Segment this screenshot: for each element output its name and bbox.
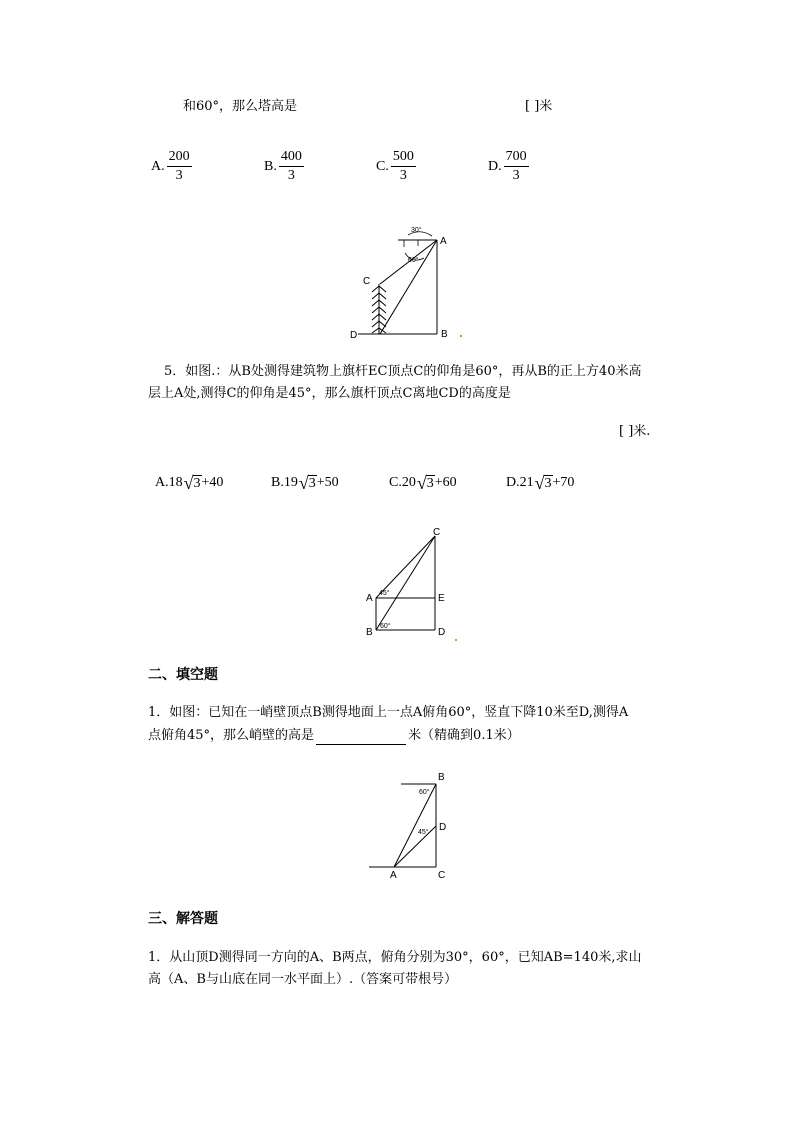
point-label-a: A xyxy=(366,593,373,604)
angle-label-30: 30° xyxy=(411,227,422,234)
fraction-denominator: 3 xyxy=(399,168,407,183)
section3-q1-line1: 1．从山顶D测得同一方向的A、B两点，俯角分别为30°，60°，已知AB=140米,求山 xyxy=(148,950,642,965)
stray-dot xyxy=(460,335,462,337)
fraction-numerator: 700 xyxy=(504,148,529,167)
option-tail: +70 xyxy=(552,475,575,490)
flagpole-figure xyxy=(360,523,465,641)
point-label-c: C xyxy=(433,527,441,538)
sightline-da xyxy=(394,826,436,867)
q4-option-a xyxy=(151,148,192,185)
point-label-d: D xyxy=(350,330,358,341)
fraction xyxy=(279,148,304,185)
angle-label-60: 60° xyxy=(380,623,391,630)
radical-sign-icon: √ xyxy=(298,473,309,493)
option-label: D.21 xyxy=(506,475,534,490)
sightline-ba xyxy=(394,784,436,867)
fraction-numerator: 500 xyxy=(391,148,416,167)
radicand: 3 xyxy=(544,475,552,491)
q5-option-a xyxy=(155,474,223,492)
fraction xyxy=(391,148,416,185)
fraction-numerator: 200 xyxy=(167,148,192,167)
radicand: 3 xyxy=(426,475,434,491)
point-label-a: A xyxy=(390,870,397,880)
q4-option-b xyxy=(264,148,304,185)
question-text: 米（精确到0.1米） xyxy=(408,728,520,743)
sightline-ad xyxy=(380,240,437,334)
radical-sign-icon: √ xyxy=(183,473,194,493)
option-label: D. xyxy=(488,158,502,174)
section2-q1-line2 xyxy=(148,727,520,745)
option-tail: +60 xyxy=(434,475,457,490)
q5-option-c xyxy=(389,474,457,492)
point-label-d: D xyxy=(439,822,447,833)
point-label-d: D xyxy=(438,627,446,638)
answer-blank[interactable] xyxy=(316,730,406,745)
square-root xyxy=(183,474,202,492)
option-label: A. xyxy=(151,158,165,174)
square-root xyxy=(534,474,553,492)
section2-q1-line1: 1．如图：已知在一峭壁顶点B测得地面上一点A俯角60°，竖直下降10米至D,测得A xyxy=(148,705,629,720)
question-text: 点俯角45°，那么峭壁的高是 xyxy=(148,728,315,743)
radical-sign-icon: √ xyxy=(416,473,427,493)
section3-heading: 三、解答题 xyxy=(148,911,218,927)
option-label: A.18 xyxy=(155,475,183,490)
radical-sign-icon: √ xyxy=(534,473,545,493)
point-label-e: E xyxy=(438,593,445,604)
q4-option-d xyxy=(488,148,529,185)
section2-heading: 二、填空题 xyxy=(148,667,218,683)
q5-question-line2: 层上A处,测得C的仰角是45°，那么旗杆顶点C离地CD的高度是 xyxy=(148,386,511,401)
radicand: 3 xyxy=(193,475,201,491)
square-root xyxy=(416,474,435,492)
angle-label-60: 60° xyxy=(419,789,430,796)
option-tail: +50 xyxy=(316,475,339,490)
cliff-figure xyxy=(365,768,455,880)
stray-dot xyxy=(455,639,457,641)
option-label: B. xyxy=(264,158,277,174)
point-label-b: B xyxy=(441,329,448,340)
option-tail: +40 xyxy=(201,475,224,490)
square-root xyxy=(298,474,317,492)
angle-label-45: 45° xyxy=(418,829,429,836)
q4-option-c xyxy=(376,148,416,185)
option-label: B.19 xyxy=(271,475,298,490)
option-label: C. xyxy=(376,158,389,174)
angle-label-45: 45° xyxy=(379,590,390,597)
q4-answer-bracket: [ ]米 xyxy=(525,99,553,114)
sightline-ac xyxy=(376,536,435,598)
tower-figure xyxy=(340,218,470,343)
fraction xyxy=(167,148,192,185)
fraction-numerator: 400 xyxy=(279,148,304,167)
section3-q1-line2: 高（A、B与山底在同一水平面上）.（答案可带根号） xyxy=(148,972,458,987)
option-label: C.20 xyxy=(389,475,416,490)
point-label-c: C xyxy=(363,276,371,287)
fraction-denominator: 3 xyxy=(175,168,183,183)
point-label-b: B xyxy=(366,627,373,638)
fraction-denominator: 3 xyxy=(512,168,520,183)
fraction-denominator: 3 xyxy=(287,168,295,183)
fraction xyxy=(504,148,529,185)
point-label-a: A xyxy=(440,236,447,247)
q5-option-b xyxy=(271,474,339,492)
sightline-bc xyxy=(376,536,435,630)
point-label-c: C xyxy=(438,870,446,880)
point-label-b: B xyxy=(438,772,445,783)
angle-label-60: 60° xyxy=(408,257,419,264)
q4-question-text: 和60°，那么塔高是 xyxy=(183,99,298,114)
q5-question-line1: 5．如图.：从B处测得建筑物上旗杆EC顶点C的仰角是60°，再从B的正上方40米高 xyxy=(164,364,642,379)
q5-option-d xyxy=(506,474,574,492)
q5-answer-bracket: [ ]米. xyxy=(619,424,651,439)
radicand: 3 xyxy=(308,475,316,491)
